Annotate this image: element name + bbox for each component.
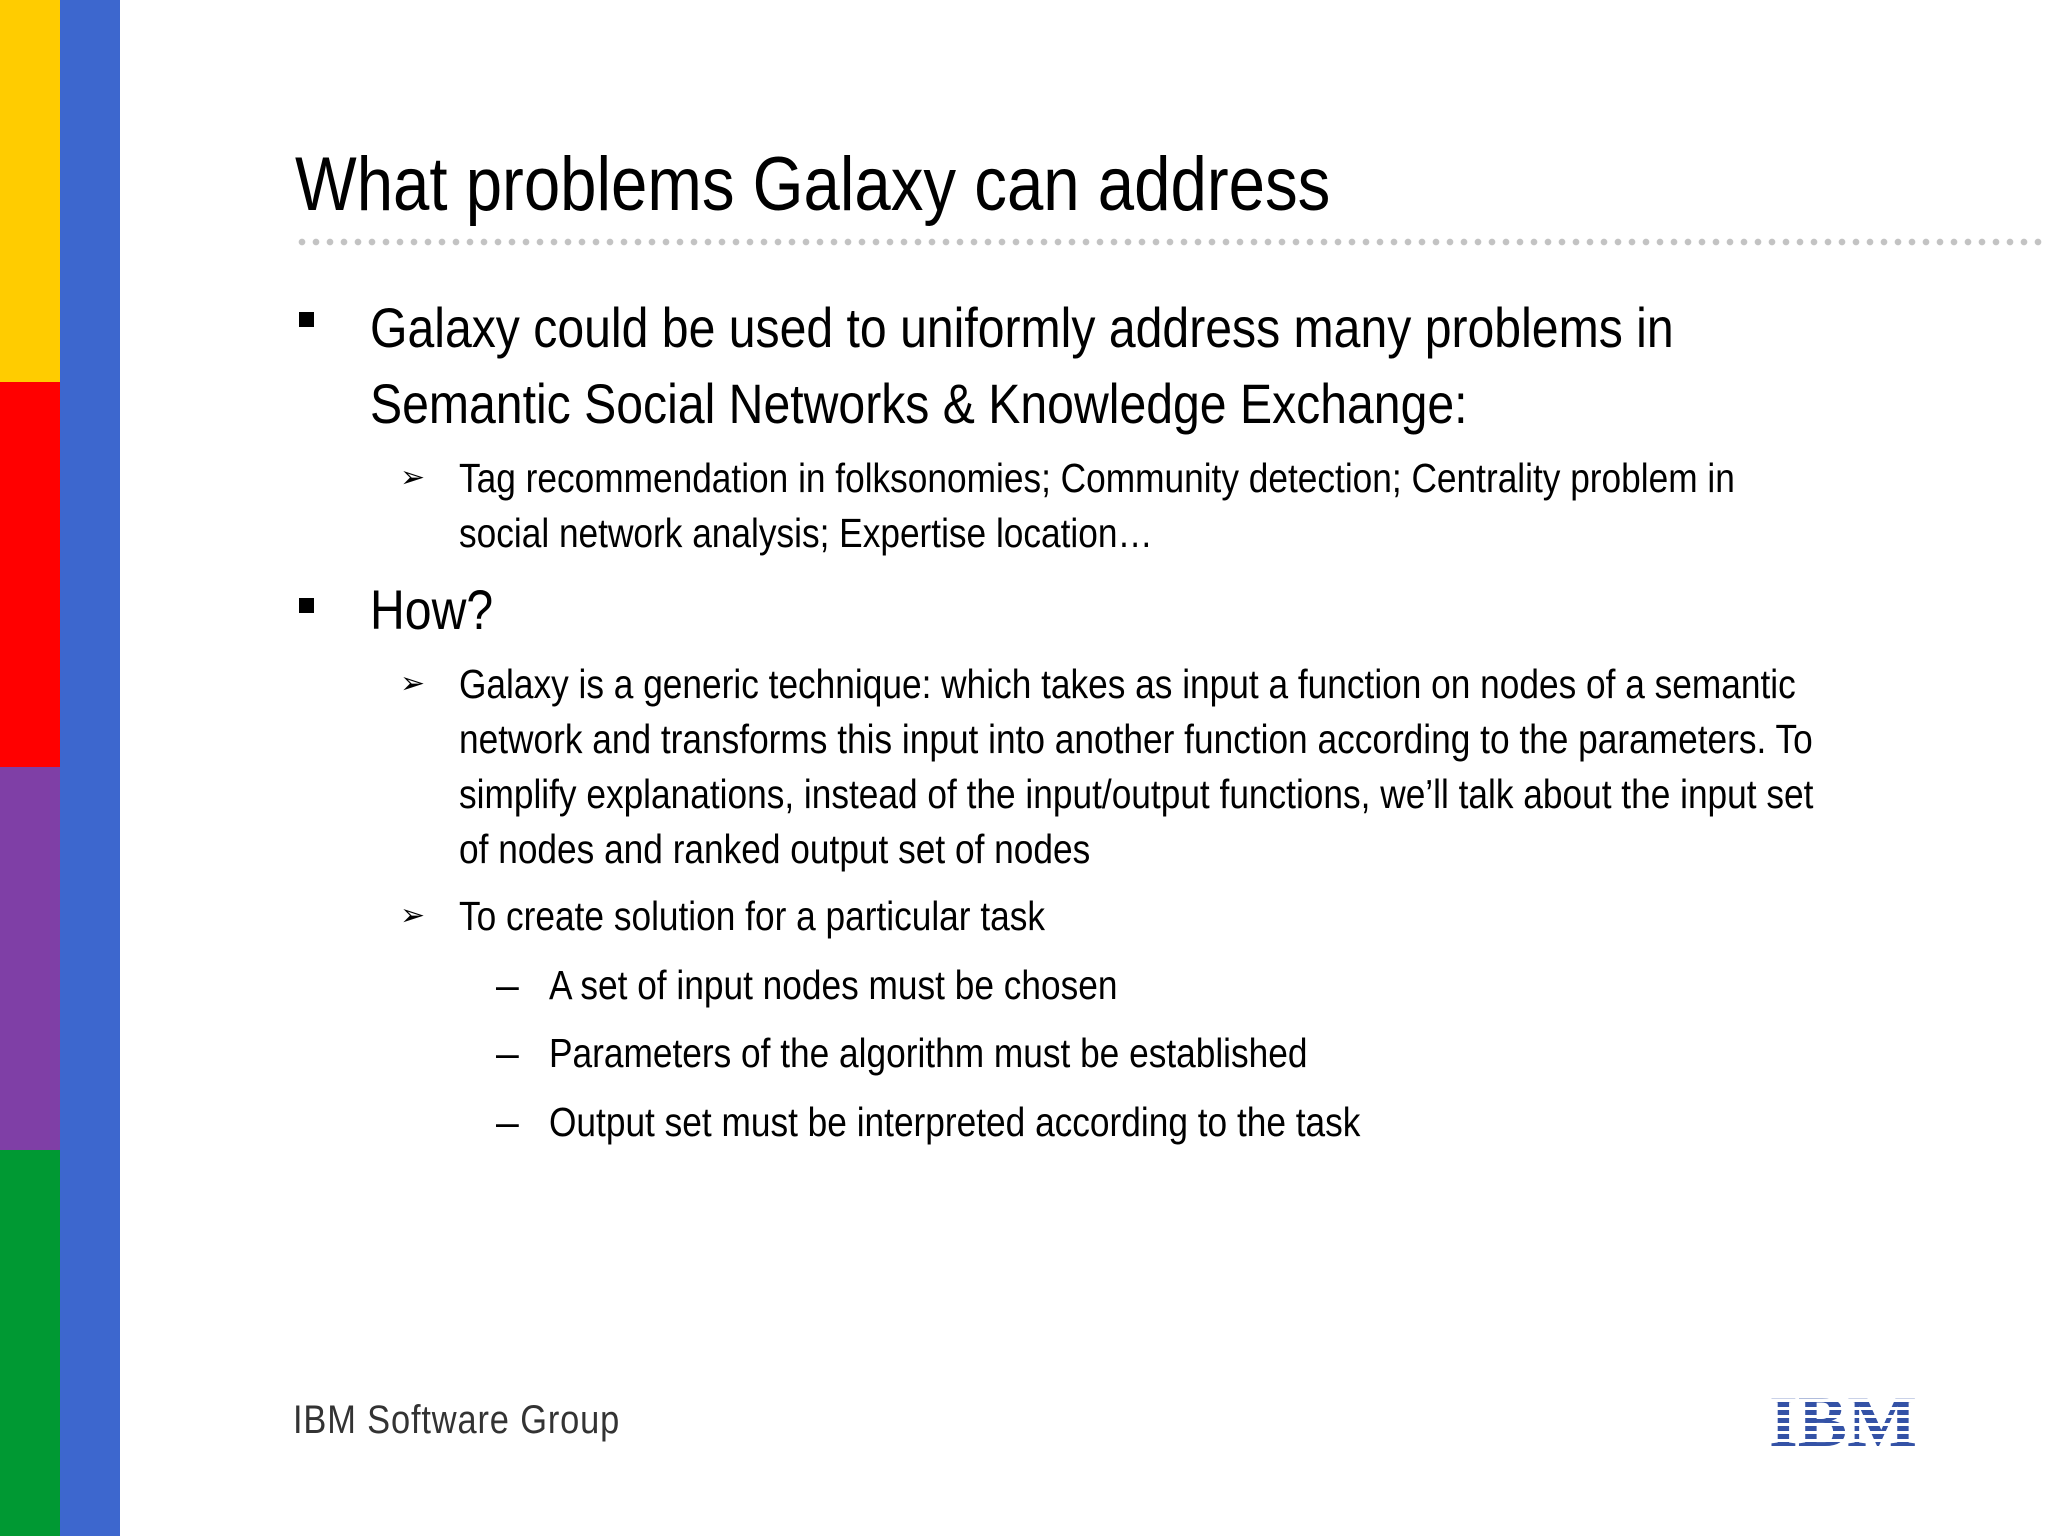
stripe-green <box>0 1150 60 1536</box>
square-bullet-icon <box>299 312 314 327</box>
arrow-bullet-icon: ➢ <box>400 899 426 932</box>
svg-text:IBM: IBM <box>1769 1386 1917 1450</box>
bullet-text: How? <box>370 578 494 641</box>
sub-sub-bullet-text: Parameters of the algorithm must be established <box>549 1030 1308 1076</box>
arrow-bullet-icon: ➢ <box>400 667 426 700</box>
stripe-purple <box>0 767 60 1150</box>
dash-bullet-icon: – <box>496 1030 519 1076</box>
dash-bullet-icon: – <box>496 962 519 1008</box>
bullet-text: Galaxy could be used to uniformly address many problems in Semantic Social Networks & Knowledge Exchange: <box>370 296 1674 435</box>
dash-bullet-icon: – <box>496 1099 519 1145</box>
slide-title: What problems Galaxy can address <box>295 142 1331 227</box>
arrow-bullet-icon: ➢ <box>400 461 426 494</box>
ibm-logo <box>1768 1386 1918 1450</box>
square-bullet-icon <box>299 598 314 613</box>
footer-group-label: IBM Software Group <box>293 1398 621 1442</box>
stripe-red <box>0 382 60 767</box>
sub-bullet-text: Galaxy is a generic technique: which takes as input a function on nodes of a semantic network and transforms this input into another function according to the parameters. To simplify explanations, instead of the input/output functions, we’ll talk about the input set of nodes and ranked output set of nodes <box>459 661 1814 872</box>
sub-sub-bullet-text: Output set must be interpreted according to the task <box>549 1099 1361 1145</box>
title-divider <box>295 238 2048 246</box>
sub-bullet-text: To create solution for a particular task <box>459 893 1045 939</box>
sub-bullet-text: Tag recommendation in folksonomies; Community detection; Centrality problem in social network analysis; Expertise location… <box>459 455 1735 556</box>
sub-sub-bullet-text: A set of input nodes must be chosen <box>549 962 1118 1008</box>
sidebar-blue-bar <box>60 0 120 1536</box>
stripe-yellow <box>0 0 60 382</box>
